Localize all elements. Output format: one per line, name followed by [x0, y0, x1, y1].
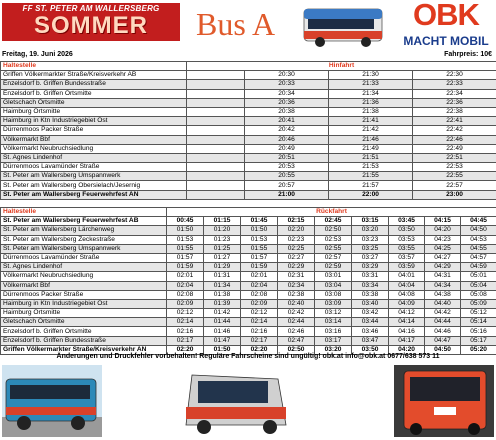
departure-time: 01:46	[204, 327, 241, 336]
departure-time: 02:04	[241, 281, 278, 290]
departure-time: 02:09	[167, 299, 204, 308]
departure-time: 03:42	[352, 309, 389, 318]
departure-time: 03:08	[315, 290, 352, 299]
departure-time: 02:17	[167, 336, 204, 345]
departure-time: 21:34	[329, 89, 413, 98]
departure-time: 22:49	[413, 144, 496, 153]
stop-name: St. Peter am Wallersberg Lärchenweg	[1, 226, 167, 235]
departure-time: 03:47	[352, 336, 389, 345]
departure-time: 04:15	[425, 217, 461, 226]
departure-time: 03:01	[315, 272, 352, 281]
departure-time: 01:50	[167, 226, 204, 235]
departure-time: 01:53	[241, 235, 278, 244]
departure-time: 01:50	[204, 345, 241, 354]
spacer-cell	[187, 181, 245, 190]
departure-time: 01:53	[167, 235, 204, 244]
departure-time: 05:20	[461, 345, 496, 354]
departure-time: 05:14	[461, 318, 496, 327]
departure-time: 04:08	[389, 290, 425, 299]
stop-name: Völkermarkt Neubruchsiedlung	[1, 272, 167, 281]
departure-time: 03:45	[389, 217, 425, 226]
spacer-cell	[187, 89, 245, 98]
departure-time: 22:42	[413, 126, 496, 135]
stop-name: St. Peter am Wallersberg Feuerwehrfest AN	[1, 190, 187, 199]
departure-time: 20:46	[245, 135, 329, 144]
departure-time: 03:20	[315, 345, 352, 354]
departure-time: 04:42	[425, 309, 461, 318]
departure-time: 03:14	[315, 318, 352, 327]
departure-time: 02:25	[278, 244, 315, 253]
departure-time: 05:09	[461, 299, 496, 308]
departure-time: 21:38	[329, 107, 413, 116]
departure-time: 04:50	[425, 345, 461, 354]
departure-time: 22:36	[413, 98, 496, 107]
departure-time: 04:57	[461, 253, 496, 262]
departure-time: 21:36	[329, 98, 413, 107]
departure-time: 02:29	[278, 263, 315, 272]
departure-time: 01:55	[167, 244, 204, 253]
departure-time: 03:16	[315, 327, 352, 336]
bus-photo-left	[2, 365, 102, 437]
departure-time: 02:40	[278, 299, 315, 308]
departure-time: 03:38	[352, 290, 389, 299]
departure-time: 20:49	[245, 144, 329, 153]
spacer-cell	[187, 163, 245, 172]
departure-time: 04:23	[425, 235, 461, 244]
return-row	[1, 290, 496, 299]
logo-tagline: MACHT MOBIL	[403, 34, 489, 48]
direction-header: Hinfahrt	[187, 62, 496, 71]
departure-time: 00:45	[167, 217, 204, 226]
outbound-timetable	[0, 61, 496, 200]
departure-time: 02:46	[278, 327, 315, 336]
outbound-row	[1, 144, 496, 153]
stop-name: Enzelsdorf b. Griffen Bundesstraße	[1, 336, 167, 345]
departure-time: 21:53	[329, 163, 413, 172]
stop-name: St. Agnes Lindenhof	[1, 263, 167, 272]
outbound-row	[1, 163, 496, 172]
stop-name: Gletschach Ortsmitte	[1, 318, 167, 327]
departure-time: 04:59	[461, 263, 496, 272]
departure-time: 04:45	[461, 217, 496, 226]
departure-time: 02:34	[278, 281, 315, 290]
departure-time: 03:50	[389, 226, 425, 235]
departure-time: 01:55	[241, 244, 278, 253]
departure-time: 02:45	[315, 217, 352, 226]
return-row	[1, 253, 496, 262]
departure-time: 20:34	[245, 89, 329, 98]
departure-time: 22:57	[413, 181, 496, 190]
fare-price: Fahrpreis: 10€	[444, 51, 492, 58]
stop-name: Haimburg in Ktn Industriegebiet Ost	[1, 299, 167, 308]
departure-time: 03:46	[352, 327, 389, 336]
outbound-row	[1, 153, 496, 162]
departure-time: 02:47	[278, 336, 315, 345]
departure-time: 20:41	[245, 117, 329, 126]
stop-column-header: Haltestelle	[1, 62, 187, 71]
departure-time: 04:29	[425, 263, 461, 272]
stop-name: Haimburg Ortsmitte	[1, 107, 187, 116]
spacer-cell	[187, 135, 245, 144]
outbound-row	[1, 190, 496, 199]
departure-time: 01:34	[204, 281, 241, 290]
departure-time: 03:31	[352, 272, 389, 281]
departure-time: 04:12	[389, 309, 425, 318]
departure-time: 01:27	[204, 253, 241, 262]
stop-name: Griffen Völkermarkter Straße/Kreisverkehr AB	[1, 71, 187, 80]
spacer-cell	[187, 107, 245, 116]
departure-time: 21:41	[329, 117, 413, 126]
obk-logo	[398, 1, 494, 49]
outbound-row	[1, 98, 496, 107]
departure-time: 04:01	[389, 272, 425, 281]
departure-time: 03:25	[352, 244, 389, 253]
outbound-row	[1, 71, 496, 80]
departure-time: 02:20	[167, 345, 204, 354]
return-row	[1, 235, 496, 244]
departure-time: 01:44	[204, 318, 241, 327]
departure-time: 02:53	[315, 235, 352, 244]
stop-name: St. Peter am Wallersberg Zeckestraße	[1, 235, 167, 244]
return-row	[1, 244, 496, 253]
departure-time: 20:53	[245, 163, 329, 172]
departure-time: 02:17	[241, 336, 278, 345]
outbound-row	[1, 135, 496, 144]
bus-photo-center	[178, 365, 292, 437]
departure-time: 04:38	[425, 290, 461, 299]
logo-text: OBK	[413, 0, 479, 32]
departure-time: 21:51	[329, 153, 413, 162]
outbound-row	[1, 181, 496, 190]
stop-name: Haimburg Ortsmitte	[1, 309, 167, 318]
stop-name: Enzelsdorf b. Griffen Bundesstraße	[1, 80, 187, 89]
info-row	[0, 51, 496, 60]
departure-time: 05:12	[461, 309, 496, 318]
stop-name: Enzelsdorf b. Griffen Ortsmitte	[1, 89, 187, 98]
spacer-cell	[187, 126, 245, 135]
departure-time: 02:15	[278, 217, 315, 226]
departure-time: 22:33	[413, 80, 496, 89]
stop-name: Völkermarkt Neubruchsiedlung	[1, 144, 187, 153]
departure-time: 02:50	[278, 345, 315, 354]
departure-time: 20:38	[245, 107, 329, 116]
outbound-row	[1, 107, 496, 116]
departure-time: 22:55	[413, 172, 496, 181]
spacer-cell	[187, 117, 245, 126]
departure-time: 22:41	[413, 117, 496, 126]
departure-time: 02:38	[278, 290, 315, 299]
banner-org-text: FF ST. PETER AM WALLERSBERG	[22, 4, 160, 13]
departure-time: 20:30	[245, 71, 329, 80]
departure-time: 01:47	[204, 336, 241, 345]
departure-time: 01:29	[204, 263, 241, 272]
departure-time: 02:01	[241, 272, 278, 281]
departure-time: 03:40	[352, 299, 389, 308]
return-timetable	[0, 207, 496, 355]
departure-time: 03:09	[315, 299, 352, 308]
departure-time: 04:40	[425, 299, 461, 308]
departure-time: 04:55	[461, 244, 496, 253]
return-row	[1, 272, 496, 281]
departure-time: 02:20	[278, 226, 315, 235]
departure-time: 04:20	[425, 226, 461, 235]
departure-time: 05:17	[461, 336, 496, 345]
stop-name: Dürrenmoos Packer Straße	[1, 290, 167, 299]
return-row	[1, 327, 496, 336]
stop-name: Dürrenmoos Lavamünder Straße	[1, 163, 187, 172]
outbound-row	[1, 126, 496, 135]
departure-time: 20:57	[245, 181, 329, 190]
departure-time: 22:30	[413, 71, 496, 80]
departure-time: 04:53	[461, 235, 496, 244]
departure-time: 03:27	[352, 253, 389, 262]
departure-time: 03:57	[389, 253, 425, 262]
departure-time: 02:16	[167, 327, 204, 336]
return-row	[1, 263, 496, 272]
departure-time: 01:59	[241, 263, 278, 272]
footer-notice: Änderungen und Druckfehler vorbehalten! Reguläre Fahrscheine sind ungültig! obk.at info@obk.at 0677/638 573 11	[56, 353, 440, 360]
departure-time: 01:38	[204, 290, 241, 299]
departure-time: 01:39	[204, 299, 241, 308]
stop-name: St. Peter am Wallersberg Obersielach/Jesernig	[1, 181, 187, 190]
spacer-cell	[187, 144, 245, 153]
event-banner	[2, 3, 180, 41]
departure-time: 02:12	[167, 309, 204, 318]
departure-time: 04:25	[425, 244, 461, 253]
departure-time: 01:31	[204, 272, 241, 281]
departure-time: 23:00	[413, 190, 496, 199]
departure-time: 04:09	[389, 299, 425, 308]
spacer-cell	[187, 71, 245, 80]
departure-time: 02:08	[167, 290, 204, 299]
departure-time: 03:53	[389, 235, 425, 244]
departure-time: 03:23	[352, 235, 389, 244]
departure-time: 03:34	[352, 281, 389, 290]
return-row	[1, 318, 496, 327]
outbound-header-row	[1, 62, 496, 71]
departure-time: 04:16	[389, 327, 425, 336]
departure-time: 21:49	[329, 144, 413, 153]
departure-time: 02:20	[241, 345, 278, 354]
departure-time: 03:50	[352, 345, 389, 354]
departure-time: 04:04	[389, 281, 425, 290]
bus-photo-right	[394, 365, 494, 437]
departure-time: 22:34	[413, 89, 496, 98]
direction-header: Rückfahrt	[167, 208, 496, 217]
departure-time: 01:57	[167, 253, 204, 262]
outbound-row	[1, 117, 496, 126]
return-row	[1, 217, 496, 226]
departure-time: 22:38	[413, 107, 496, 116]
departure-time: 03:15	[352, 217, 389, 226]
departure-time: 01:25	[204, 244, 241, 253]
stop-name: Völkermarkt Bbf	[1, 281, 167, 290]
stop-name: Dürrenmoos Packer Straße	[1, 126, 187, 135]
departure-time: 01:59	[167, 263, 204, 272]
departure-time: 02:01	[167, 272, 204, 281]
departure-time: 01:20	[204, 226, 241, 235]
departure-time: 05:16	[461, 327, 496, 336]
departure-time: 03:17	[315, 336, 352, 345]
departure-time: 02:12	[241, 309, 278, 318]
service-date: Freitag, 19. Juni 2026	[2, 51, 73, 58]
departure-time: 03:20	[352, 226, 389, 235]
stop-name: Enzelsdorf b. Griffen Ortsmitte	[1, 327, 167, 336]
stop-name: Griffen Völkermarkter Straße/Kreisverkehr AN	[1, 345, 167, 354]
bus-icon	[302, 3, 384, 48]
departure-time: 04:17	[389, 336, 425, 345]
spacer-cell	[187, 98, 245, 107]
departure-time: 21:42	[329, 126, 413, 135]
departure-time: 21:46	[329, 135, 413, 144]
departure-time: 21:00	[245, 190, 329, 199]
header	[0, 0, 496, 50]
departure-time: 03:12	[315, 309, 352, 318]
departure-time: 20:42	[245, 126, 329, 135]
return-row	[1, 336, 496, 345]
departure-time: 01:57	[241, 253, 278, 262]
stop-name: Völkermarkt Bbf	[1, 135, 187, 144]
banner-season-text: SOMMER	[34, 12, 148, 39]
departure-time: 02:57	[315, 253, 352, 262]
stop-name: St. Peter am Wallersberg Feuerwehrfest AB	[1, 217, 167, 226]
departure-time: 02:23	[278, 235, 315, 244]
stop-name: Haimburg in Ktn Industriegebiet Ost	[1, 117, 187, 126]
departure-time: 22:00	[329, 190, 413, 199]
departure-time: 03:29	[352, 263, 389, 272]
departure-time: 03:04	[315, 281, 352, 290]
departure-time: 03:59	[389, 263, 425, 272]
outbound-row	[1, 89, 496, 98]
departure-time: 02:44	[278, 318, 315, 327]
departure-time: 04:34	[425, 281, 461, 290]
stop-name: St. Peter am Wallersberg Umspannwerk	[1, 172, 187, 181]
outbound-row	[1, 172, 496, 181]
departure-time: 22:53	[413, 163, 496, 172]
departure-time: 04:31	[425, 272, 461, 281]
stop-name: Gletschach Ortsmitte	[1, 98, 187, 107]
stop-name: Dürrenmoos Lavamünder Straße	[1, 253, 167, 262]
departure-time: 21:57	[329, 181, 413, 190]
departure-time: 04:47	[425, 336, 461, 345]
departure-time: 05:08	[461, 290, 496, 299]
stop-name: St. Agnes Lindenhof	[1, 153, 187, 162]
departure-time: 20:33	[245, 80, 329, 89]
departure-time: 03:55	[389, 244, 425, 253]
departure-time: 22:51	[413, 153, 496, 162]
departure-time: 01:45	[241, 217, 278, 226]
departure-time: 02:55	[315, 244, 352, 253]
departure-time: 02:42	[278, 309, 315, 318]
outbound-row	[1, 80, 496, 89]
departure-time: 05:04	[461, 281, 496, 290]
return-row	[1, 226, 496, 235]
departure-time: 04:44	[425, 318, 461, 327]
departure-time: 04:27	[425, 253, 461, 262]
departure-time: 20:51	[245, 153, 329, 162]
departure-time: 02:50	[315, 226, 352, 235]
spacer-cell	[187, 172, 245, 181]
departure-time: 02:14	[167, 318, 204, 327]
departure-time: 02:27	[278, 253, 315, 262]
spacer-cell	[187, 190, 245, 199]
departure-time: 01:23	[204, 235, 241, 244]
departure-time: 02:09	[241, 299, 278, 308]
spacer-cell	[187, 153, 245, 162]
departure-time: 20:55	[245, 172, 329, 181]
departure-time: 01:50	[241, 226, 278, 235]
departure-time: 04:50	[461, 226, 496, 235]
route-title: Bus A	[196, 6, 276, 42]
return-header-row	[1, 208, 496, 217]
departure-time: 21:33	[329, 80, 413, 89]
departure-time: 02:16	[241, 327, 278, 336]
stop-name: St. Peter am Wallersberg Umspannwerk	[1, 244, 167, 253]
departure-time: 02:31	[278, 272, 315, 281]
departure-time: 05:01	[461, 272, 496, 281]
departure-time: 02:04	[167, 281, 204, 290]
departure-time: 04:14	[389, 318, 425, 327]
spacer-cell	[187, 80, 245, 89]
departure-time: 02:59	[315, 263, 352, 272]
departure-time: 04:46	[425, 327, 461, 336]
return-row	[1, 309, 496, 318]
departure-time: 22:46	[413, 135, 496, 144]
departure-time: 04:20	[389, 345, 425, 354]
departure-time: 01:42	[204, 309, 241, 318]
departure-time: 01:15	[204, 217, 241, 226]
departure-time: 20:36	[245, 98, 329, 107]
departure-time: 03:44	[352, 318, 389, 327]
departure-time: 02:08	[241, 290, 278, 299]
departure-time: 21:30	[329, 71, 413, 80]
stop-column-header: Haltestelle	[1, 208, 167, 217]
return-row	[1, 281, 496, 290]
departure-time: 21:55	[329, 172, 413, 181]
return-row	[1, 299, 496, 308]
departure-time: 02:14	[241, 318, 278, 327]
